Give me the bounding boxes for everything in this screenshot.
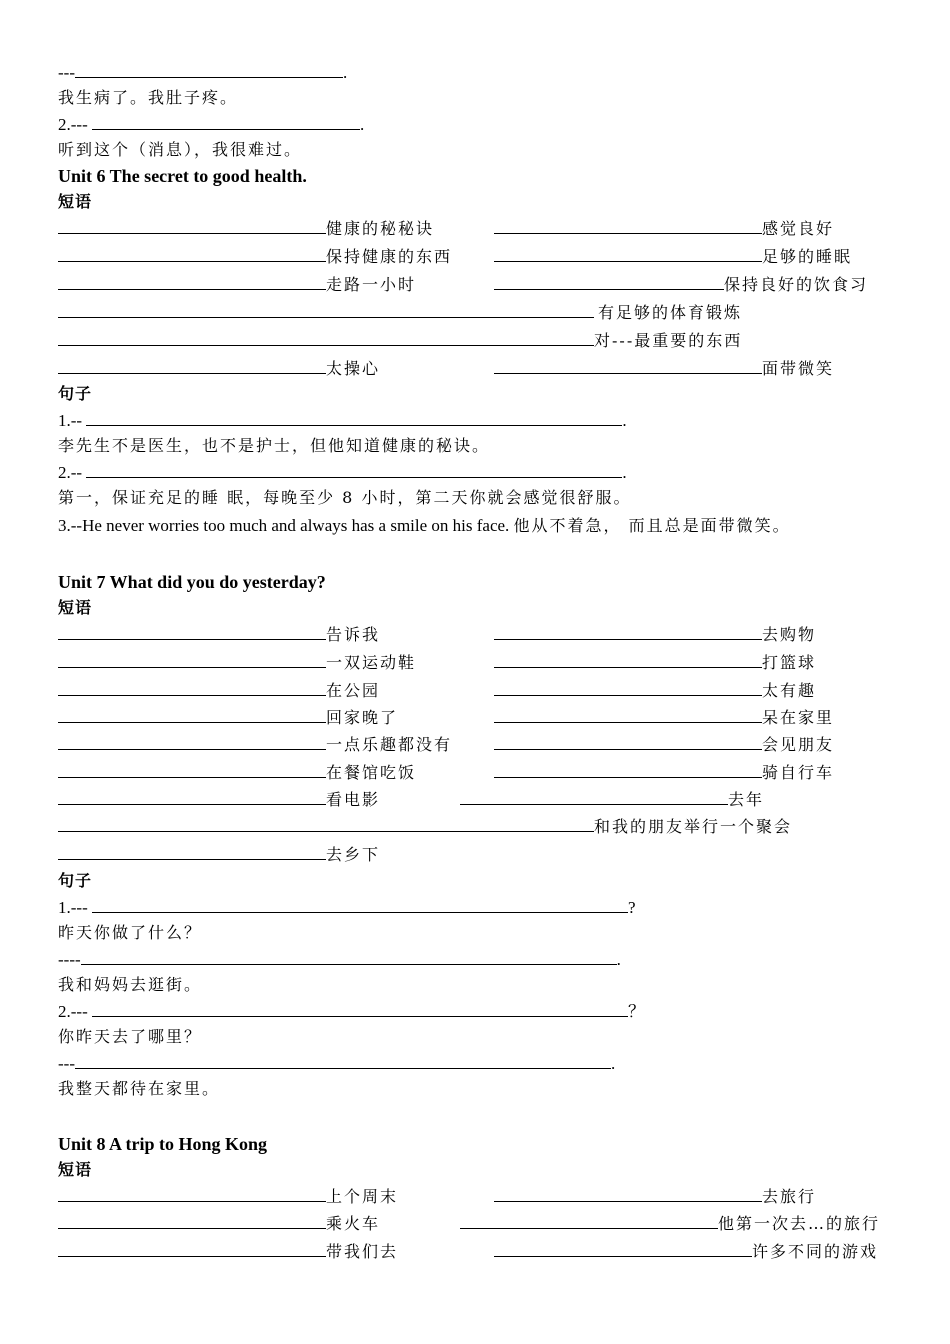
phrase-item: 和我的朋友举行一个聚会: [58, 816, 792, 838]
phrases-label: 短语: [58, 192, 93, 211]
unit-7-title: Unit 7 What did you do yesterday?: [58, 572, 326, 592]
blank-line[interactable]: [58, 358, 326, 374]
translation-text: 李先生不是医生，也不是护士，但他知道健康的秘诀。: [58, 436, 491, 455]
blank-line[interactable]: [58, 789, 326, 805]
answer-line: 1.-- .: [58, 411, 627, 430]
unit-6-title: Unit 6 The secret to good health.: [58, 166, 307, 186]
blank-line[interactable]: [58, 1241, 326, 1257]
phrase-item: 乘火车: [58, 1213, 380, 1235]
blank-line[interactable]: [92, 897, 628, 913]
blank-line[interactable]: [92, 114, 360, 130]
answer-line: 1.--- ?: [58, 898, 636, 917]
blank-line[interactable]: [494, 358, 762, 374]
phrase-item: 会见朋友: [494, 734, 834, 756]
phrase-item: 走路一小时: [58, 274, 416, 296]
phrase-item: 保持健康的东西: [58, 246, 452, 268]
phrases-label: 短语: [58, 1160, 93, 1179]
answer-line: 2.--- .: [58, 115, 365, 134]
blank-line[interactable]: [58, 652, 326, 668]
sentences-label: 句子: [58, 384, 93, 403]
phrase-item: 太操心: [58, 358, 380, 380]
blank-line[interactable]: [58, 1186, 326, 1202]
blank-line[interactable]: [494, 762, 762, 778]
phrase-item: 一点乐趣都没有: [58, 734, 452, 756]
phrase-item: 许多不同的游戏: [494, 1241, 878, 1263]
phrase-item: 看电影: [58, 789, 380, 811]
blank-line[interactable]: [92, 1001, 628, 1017]
translation-text: 第一，保证充足的睡 眠，每晚至少 8 小时，第二天你就会感觉很舒服。: [58, 488, 632, 507]
blank-line[interactable]: [58, 734, 326, 750]
blank-line[interactable]: [75, 1053, 611, 1069]
phrase-item: 有足够的体育锻炼: [58, 302, 742, 324]
answer-line: --- .: [58, 1054, 616, 1073]
blank-line[interactable]: [460, 1213, 718, 1229]
blank-line[interactable]: [58, 707, 326, 723]
answer-line: 2.-- .: [58, 463, 627, 482]
translation-text: 我和妈妈去逛街。: [58, 975, 203, 994]
blank-line[interactable]: [58, 816, 594, 832]
phrase-item: 告诉我: [58, 624, 380, 646]
phrase-item: 感觉良好: [494, 218, 834, 240]
blank-line[interactable]: [494, 1186, 762, 1202]
blank-line[interactable]: [494, 246, 762, 262]
phrase-item: 太有趣: [494, 680, 816, 702]
phrase-item: 健康的秘秘诀: [58, 218, 434, 240]
blank-line[interactable]: [58, 302, 594, 318]
blank-line[interactable]: [494, 624, 762, 640]
phrase-item: 去购物: [494, 624, 816, 646]
translation-text: 我整天都待在家里。: [58, 1079, 221, 1098]
phrase-item: 去旅行: [494, 1186, 816, 1208]
blank-line[interactable]: [58, 844, 326, 860]
blank-line[interactable]: [494, 707, 762, 723]
phrase-item: 在餐馆吃饭: [58, 762, 416, 784]
blank-line[interactable]: [494, 1241, 752, 1257]
blank-line[interactable]: [58, 762, 326, 778]
translation-text: 听到这个（消息），我很难过。: [58, 140, 303, 159]
translation-text: 昨天你做了什么？: [58, 923, 203, 942]
phrase-item: 回家晚了: [58, 707, 398, 729]
translation-text: 你昨天去了哪里？: [58, 1027, 203, 1046]
answer-line: ---- .: [58, 950, 621, 969]
sentence-line: 3.--He never worries too much and always has a smile on his face. 他从不着急， 而且总是面带微笑。: [58, 516, 791, 535]
blank-line[interactable]: [58, 246, 326, 262]
blank-line[interactable]: [58, 218, 326, 234]
phrase-item: 上个周末: [58, 1186, 398, 1208]
phrase-item: 他第一次去…的旅行: [460, 1213, 880, 1235]
blank-line[interactable]: [86, 410, 622, 426]
phrase-item: 面带微笑: [494, 358, 834, 380]
phrase-item: 呆在家里: [494, 707, 834, 729]
blank-line[interactable]: [494, 680, 762, 696]
phrase-item: 去年: [460, 789, 764, 811]
answer-line: 2.--- ？: [58, 1002, 645, 1021]
blank-line[interactable]: [58, 624, 326, 640]
blank-line[interactable]: [494, 218, 762, 234]
phrase-item: 对---最重要的东西: [58, 330, 742, 352]
blank-line[interactable]: [86, 462, 622, 478]
blank-line[interactable]: [494, 734, 762, 750]
sentences-label: 句子: [58, 871, 93, 890]
translation-text: 我生病了。我肚子疼。: [58, 88, 239, 107]
phrase-item: 去乡下: [58, 844, 380, 866]
blank-line[interactable]: [460, 789, 728, 805]
answer-line: --- .: [58, 63, 348, 82]
phrase-item: 骑自行车: [494, 762, 834, 784]
blank-line[interactable]: [58, 680, 326, 696]
blank-line[interactable]: [81, 949, 617, 965]
phrases-label: 短语: [58, 598, 93, 617]
phrase-item: 一双运动鞋: [58, 652, 416, 674]
phrase-item: 保持良好的饮食习: [494, 274, 868, 296]
unit-8-title: Unit 8 A trip to Hong Kong: [58, 1134, 268, 1154]
phrase-item: 足够的睡眠: [494, 246, 852, 268]
blank-line[interactable]: [58, 1213, 326, 1229]
blank-line[interactable]: [494, 274, 724, 290]
phrase-item: 在公园: [58, 680, 380, 702]
blank-line[interactable]: [58, 330, 594, 346]
phrase-item: 带我们去: [58, 1241, 398, 1263]
blank-line[interactable]: [58, 274, 326, 290]
phrase-item: 打篮球: [494, 652, 816, 674]
blank-line[interactable]: [494, 652, 762, 668]
blank-line[interactable]: [75, 62, 343, 78]
